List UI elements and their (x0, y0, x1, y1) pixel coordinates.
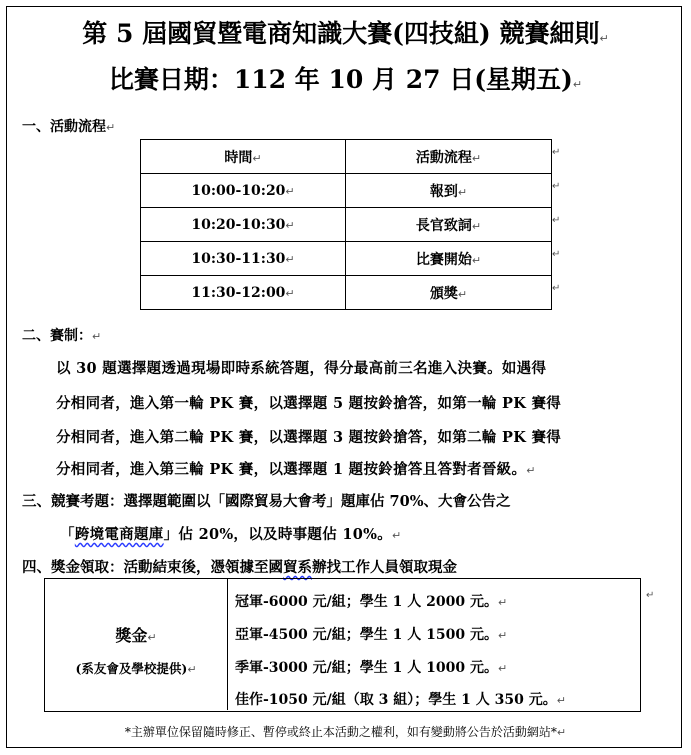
row-end-mark: ↵ (646, 590, 655, 601)
footer-note: *主辦單位保留隨時修正、暫停或終止本活動之權利，如有變動將公告於活動網站*↵ (124, 725, 567, 739)
table-row (141, 276, 552, 310)
row-end-mark: ↵ (552, 283, 561, 294)
section4-heading: 四、獎金領取：活動結束後，憑領據至國貿系辦找工作人員領取現金 (22, 559, 457, 576)
table-header-row (141, 140, 552, 174)
row-end-mark: ↵ (552, 147, 561, 158)
page-title: 第 5 屆國貿暨電商知識大賽(四技組) 競賽細則↵ (82, 19, 609, 48)
section3-line2: 「跨境電商題庫」佔 20%，以及時事題佔 10%。↵ (60, 526, 402, 543)
table-row (141, 242, 552, 276)
prize-row-honorable: 佳作-1050 元/組（取 3 組）；學生 1 人 350 元。↵ (235, 692, 566, 708)
prize-row-champion: 冠軍-6000 元/組；學生 1 人 2000 元。↵ (235, 594, 508, 610)
table-row (141, 208, 552, 242)
table-cell-time: 10:30-11:30↵ (141, 242, 346, 276)
prize-label: 獎金↵ (115, 626, 157, 645)
table-cell-activity: 頒獎↵ (346, 276, 552, 310)
prize-row-second: 亞軍-4500 元/組；學生 1 人 1500 元。↵ (235, 627, 508, 643)
row-end-mark: ↵ (552, 249, 561, 260)
section1-heading: 一、活動流程↵ (22, 119, 116, 135)
prize-table (44, 578, 641, 712)
table-header-time: 時間↵ (141, 140, 346, 174)
rules-line: 分相同者，進入第一輪 PK 賽，以選擇題 5 題按鈴搶答，如第一輪 PK 賽得 (56, 395, 562, 412)
rules-line: 分相同者，進入第三輪 PK 賽，以選擇題 1 題按鈴搶答且答對者晉級。↵ (56, 461, 536, 478)
table-cell-time: 11:30-12:00↵ (141, 276, 346, 310)
prize-sponsor: (系友會及學校提供)↵ (75, 661, 197, 676)
prize-row-third: 季軍-3000 元/組；學生 1 人 1000 元。↵ (235, 660, 508, 676)
row-end-mark: ↵ (552, 215, 561, 226)
section2-heading: 二、賽制：↵ (22, 328, 102, 344)
section3-line1: 三、競賽考題：選擇題範圍以「國際貿易大會考」題庫佔 70%、大會公告之 (22, 493, 511, 510)
row-end-mark: ↵ (552, 181, 561, 192)
table-cell-activity: 報到↵ (346, 174, 552, 208)
table-header-activity: 活動流程↵ (346, 140, 552, 174)
table-cell-time: 10:00-10:20↵ (141, 174, 346, 208)
prize-label-cell (45, 579, 228, 710)
table-row (141, 174, 552, 208)
schedule-table (140, 139, 552, 310)
rules-line: 以 30 題選擇題透過現場即時系統答題，得分最高前三名進入決賽。如遇得 (56, 360, 547, 377)
table-cell-time: 10:20-10:30↵ (141, 208, 346, 242)
event-date: 比賽日期：112 年 10 月 27 日(星期五)↵ (108, 65, 583, 94)
rules-line: 分相同者，進入第二輪 PK 賽，以選擇題 3 題按鈴搶答，如第二輪 PK 賽得 (56, 429, 562, 446)
table-cell-activity: 比賽開始↵ (346, 242, 552, 276)
table-cell-activity: 長官致詞↵ (346, 208, 552, 242)
